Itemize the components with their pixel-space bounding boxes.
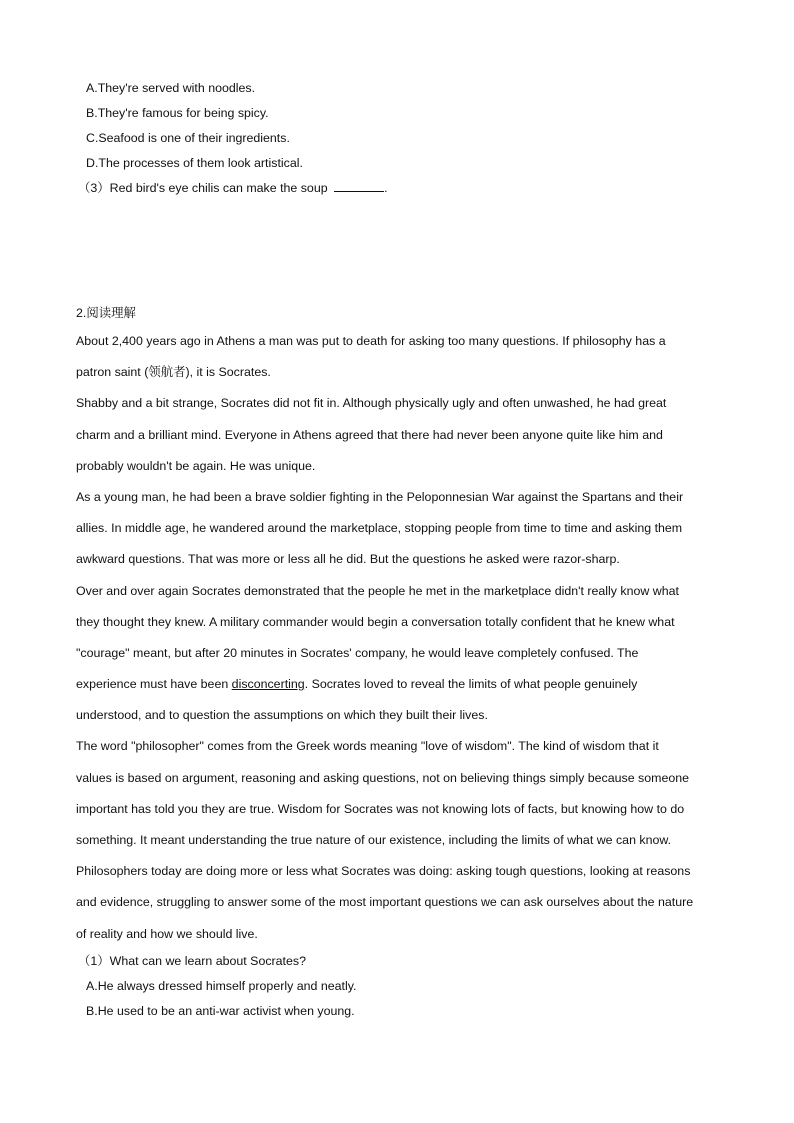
- question-3: [78, 180, 388, 196]
- passage-line: As a young man, he had been a brave soldier fighting in the Peloponnesian War against the Spartans and their: [76, 489, 684, 504]
- question-1-option-a: A.He always dressed himself properly and neatly.: [86, 979, 357, 993]
- passage-line: something. It meant understanding the true nature of our existence, including the limits of what we can know.: [76, 833, 672, 847]
- line-text-after: . Socrates loved to reveal the limits of what people genuinely: [304, 677, 638, 692]
- passage-line: Philosophers today are doing more or less what Socrates was doing: asking tough questions, looking at reasons: [76, 864, 691, 879]
- passage-line: patron saint (领航者), it is Socrates.: [76, 365, 271, 380]
- question-3-suffix: .: [384, 181, 388, 195]
- underlined-word: disconcerting: [231, 677, 305, 692]
- question-1-block: [78, 953, 718, 1028]
- passage-line: The word "philosopher" comes from the Greek words meaning "love of wisdom". The kind of wisdom that it: [76, 739, 659, 754]
- passage-line: "courage" meant, but after 20 minutes in Socrates' company, he would leave completely confused. The: [76, 645, 639, 660]
- option-d: D.The processes of them look artistical.: [86, 156, 303, 170]
- passage-line: Shabby and a bit strange, Socrates did not fit in. Although physically ugly and often unwashed, he had great: [76, 396, 667, 411]
- passage-line: charm and a brilliant mind. Everyone in Athens agreed that there had never been anyone quite like him and: [76, 427, 663, 442]
- passage-line: understood, and to question the assumptions on which they built their lives.: [76, 708, 488, 723]
- question-1-option-b: B.He used to be an anti-war activist when young.: [86, 1004, 355, 1018]
- section-title: 2.阅读理解: [76, 306, 136, 320]
- passage-line-underlined: [76, 669, 726, 700]
- passage-line: About 2,400 years ago in Athens a man was put to death for asking too many questions. If philosophy has a: [76, 334, 666, 348]
- option-c: C.Seafood is one of their ingredients.: [86, 131, 290, 145]
- passage-line: and evidence, struggling to answer some of the most important questions we can ask ourselves about the nature: [76, 895, 694, 910]
- passage-line: awkward questions. That was more or less all he did. But the questions he asked were razor-sharp.: [76, 552, 620, 567]
- passage-line: values is based on argument, reasoning and asking questions, not on believing things simply because someone: [76, 770, 690, 785]
- option-a: A.They're served with noodles.: [86, 81, 256, 95]
- passage-line: of reality and how we should live.: [76, 926, 258, 941]
- passage-line: probably wouldn't be again. He was unique.: [76, 458, 316, 473]
- answer-blank: [334, 180, 384, 192]
- passage-line: important has told you they are true. Wisdom for Socrates was not knowing lots of facts, but knowing how to do: [76, 801, 685, 816]
- question-3-text: （3）Red bird's eye chilis can make the soup: [78, 181, 332, 195]
- reading-passage: [76, 326, 726, 950]
- option-b: B.They're famous for being spicy.: [86, 106, 269, 120]
- line-text-before: experience must have been: [76, 677, 232, 692]
- passage-line: they thought they knew. A military commander would begin a conversation totally confident that he knew what: [76, 614, 675, 629]
- passage-line: allies. In middle age, he wandered around the marketplace, stopping people from time to time and asking them: [76, 521, 683, 536]
- passage-line: Over and over again Socrates demonstrated that the people he met in the marketplace didn't really know what: [76, 583, 679, 598]
- question-1: （1）What can we learn about Socrates?: [78, 954, 306, 968]
